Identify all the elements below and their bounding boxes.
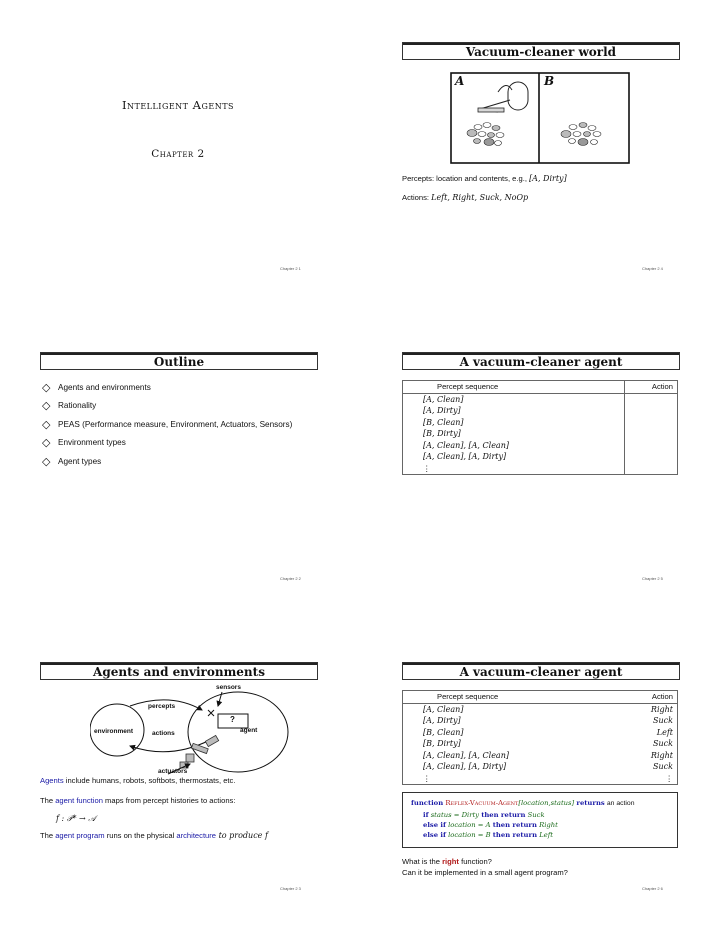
actions-label: Actions: — [402, 193, 432, 202]
diamond-icon: ◇ — [42, 381, 51, 394]
slide-footer: Chapter 2 3 — [280, 886, 301, 891]
percepts-label: percepts — [148, 703, 176, 710]
slide-4 — [402, 0, 702, 285]
table-row: ⋮ ⋮ — [423, 773, 673, 783]
slide-title: Agents and environments — [40, 662, 318, 680]
code-signature: function Reflex-Vacuum-Agent[location,status] returns an action — [411, 799, 635, 807]
list-item: ◇ Agent types — [42, 455, 102, 468]
environment-label: environment — [94, 728, 134, 735]
actions-line — [402, 193, 528, 202]
table-row: [A, Clean], [A, Dirty] — [403, 451, 678, 463]
table-row: [A, Clean], [A, Clean] — [403, 440, 678, 452]
slide-footer: Chapter 2 1 — [280, 266, 301, 271]
list-item: ◇ PEAS (Performance measure, Environment, Actuators, Sensors) — [42, 418, 293, 431]
agent-label: agent — [240, 727, 258, 734]
table-row: [A, Dirty] Suck — [423, 716, 673, 726]
table-row: [A, Dirty] — [403, 405, 678, 417]
percepts-label: Percepts: location and contents, e.g., — [402, 174, 530, 183]
diamond-icon: ◇ — [42, 418, 51, 431]
table-row: [B, Dirty] — [403, 428, 678, 440]
slide-footer: Chapter 2 5 — [642, 576, 663, 581]
question-line: Can it be implemented in a small agent program? — [402, 868, 568, 877]
slide-footer: Chapter 2 6 — [642, 886, 663, 891]
slide-title: Outline — [40, 352, 318, 370]
table-header: Percept sequence Action — [403, 381, 678, 394]
code-line: else if location = A then return Right — [423, 821, 558, 829]
actuators-label: actuators — [158, 768, 188, 775]
question-line: What is the right function? — [402, 857, 492, 866]
diamond-icon: ◇ — [42, 455, 51, 468]
actions-label: actions — [152, 730, 175, 737]
slide-title: Vacuum-cleaner world — [402, 42, 680, 60]
percept-action-table — [402, 380, 678, 475]
table-row: [A, Clean], [A, Dirty] Suck — [423, 762, 673, 772]
agent-pseudocode — [402, 792, 678, 848]
room-b-label: B — [544, 74, 555, 88]
room-a-label: A — [455, 74, 465, 88]
percept-action-table — [402, 690, 678, 785]
table-row: [B, Clean] Left — [423, 727, 673, 737]
outline-list — [42, 378, 292, 471]
slide-title: A vacuum-cleaner agent — [402, 662, 680, 680]
slide-6 — [402, 620, 702, 905]
code-line: else if location = B then return Left — [423, 831, 553, 839]
slide-title: A vacuum-cleaner agent — [402, 352, 680, 370]
slide-footer: Chapter 2 4 — [642, 266, 663, 271]
agent-function-formula: f : 𝒫* → 𝒜 — [56, 814, 96, 823]
agents-line: Agents include humans, robots, softbots, thermostats, etc. — [40, 776, 236, 785]
diamond-icon: ◇ — [42, 400, 51, 413]
slide-3 — [40, 620, 340, 905]
vacuum-world-diagram — [450, 72, 630, 164]
slide-1 — [40, 0, 340, 285]
question-mark: ? — [230, 715, 235, 724]
actions-list: Left, Right, Suck, NoOp — [431, 193, 529, 202]
slide-footer: Chapter 2 2 — [280, 576, 301, 581]
agent-function-line: The agent function maps from percept histories to actions: — [40, 796, 236, 805]
sensors-label: sensors — [216, 684, 241, 691]
table-row: [A, Clean] — [403, 393, 678, 405]
list-item: ◇ Rationality — [42, 400, 97, 413]
table-row: [B, Dirty] Suck — [423, 739, 673, 749]
code-line: if status = Dirty then return Suck — [423, 811, 545, 819]
list-item: ◇ Agents and environments — [42, 381, 151, 394]
slide-5 — [402, 310, 702, 595]
table-row: ⋮ — [403, 463, 678, 475]
agent-program-line: The agent program runs on the physical architecture to produce f — [40, 831, 268, 840]
deck-title: Intelligent Agents — [121, 98, 235, 112]
list-item: ◇ Environment types — [42, 437, 126, 450]
percepts-example: [A, Dirty] — [529, 174, 567, 183]
table-header: Percept sequence Action — [403, 691, 678, 704]
diamond-icon: ◇ — [42, 437, 51, 450]
percepts-line — [402, 174, 567, 183]
table-row: [A, Clean] Right — [423, 704, 673, 714]
deck-subtitle: Chapter 2 — [151, 148, 205, 160]
table-row: [B, Clean] — [403, 417, 678, 429]
table-row: [A, Clean], [A, Clean] Right — [423, 750, 673, 760]
slide-2 — [40, 310, 340, 595]
